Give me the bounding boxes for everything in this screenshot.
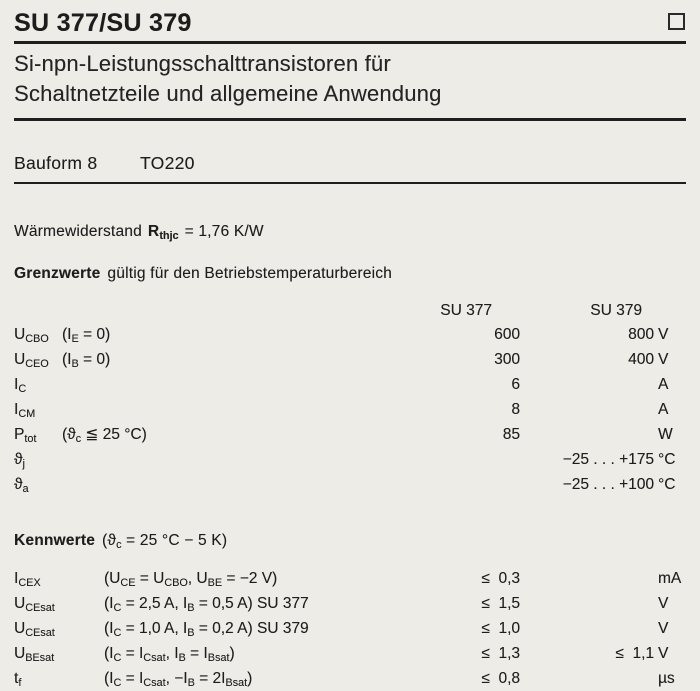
value-su377: ≤ 1,0 — [481, 620, 520, 637]
unit: mA — [658, 570, 682, 587]
thermal-symbol: $R_{thjc}$ — [147, 223, 179, 243]
bauform-label: Bauform 8 — [14, 153, 98, 173]
empty-square-icon — [668, 13, 685, 30]
param-symbol: $t_f$ — [14, 670, 22, 690]
characteristics-section-heading — [14, 531, 686, 551]
characteristics-heading-bold: Kennwerte — [14, 531, 96, 549]
param-condition: ($I_C = 1,0$ A, $I_B = 0,2$ A) SU 379 — [104, 620, 309, 640]
value-su377: ≤ 0,8 — [481, 670, 520, 687]
param-condition — [62, 397, 360, 422]
limits-table — [14, 322, 686, 497]
value-su379 — [520, 616, 654, 641]
characteristics-row — [14, 616, 686, 641]
limits-row — [14, 322, 686, 347]
param-condition — [62, 372, 360, 397]
limits-row — [14, 397, 686, 422]
spacer — [654, 300, 686, 322]
unit: V — [658, 350, 669, 368]
unit: V — [658, 325, 669, 343]
value-su377 — [360, 472, 520, 497]
spacer — [14, 300, 62, 322]
characteristics-row — [14, 591, 686, 616]
value-su377: 8 — [511, 400, 520, 418]
characteristics-row — [14, 666, 686, 691]
value-su379 — [520, 422, 654, 447]
limits-row — [14, 422, 686, 447]
subtitle-line-2: Schaltnetzteile und allgemeine Anwendung — [14, 81, 442, 106]
unit: V — [658, 620, 669, 637]
value-su377: ≤ 1,3 — [481, 645, 520, 662]
limits-heading-bold: Grenzwerte — [14, 265, 101, 282]
param-condition: $(I_B = 0)$ — [62, 350, 111, 370]
column-header-su379: SU 379 — [590, 301, 642, 319]
value-su379 — [520, 397, 654, 422]
param-condition: ($I_C = 2,5$ A, $I_B = 0,5$ A) SU 377 — [104, 595, 309, 615]
param-condition — [62, 472, 360, 497]
unit: A — [658, 400, 669, 418]
param-symbol: $I_C$ — [14, 375, 27, 395]
param-symbol: $P_{tot}$ — [14, 425, 37, 445]
value-su377: ≤ 1,5 — [481, 595, 520, 612]
param-condition: ($I_C = I_{Csat}$, $-I_B = 2I_{Bsat}$) — [104, 670, 253, 690]
param-condition: ($U_{CE} = U_{CBO}$, $U_{BE} = -2$ V) — [104, 570, 278, 590]
unit: A — [658, 375, 669, 393]
param-condition — [62, 447, 360, 472]
param-symbol: $U_{CEsat}$ — [14, 595, 55, 615]
characteristics-row — [14, 566, 686, 591]
value-su377: 6 — [511, 375, 520, 393]
column-header-su377: SU 377 — [440, 301, 492, 319]
value-su377 — [360, 447, 520, 472]
divider-under-subtitle — [14, 118, 686, 121]
param-symbol: $U_{CEO}$ — [14, 350, 49, 370]
param-symbol: $ϑ_a$ — [14, 475, 29, 495]
page-title: SU 377/SU 379 — [14, 9, 192, 37]
unit: W — [658, 425, 673, 443]
param-symbol: $ϑ_j$ — [14, 450, 25, 470]
title-row — [14, 8, 686, 38]
package-type: TO220 — [140, 153, 195, 173]
limits-heading-rest: gültig für den Betriebstemperaturbereich — [107, 265, 392, 282]
limits-row — [14, 447, 686, 472]
param-symbol: $I_{CEX}$ — [14, 570, 41, 590]
page-subtitle — [14, 49, 686, 109]
value-su379: 400 — [628, 350, 654, 368]
characteristics-row — [14, 641, 686, 666]
param-condition: ($ϑ_c$ ≦ 25 °C) — [62, 425, 147, 445]
param-condition: ($I_C = I_{Csat}$, $I_B = I_{Bsat}$) — [104, 645, 235, 665]
value-su377: 300 — [494, 350, 520, 368]
value-su379: −25 . . . +175 — [562, 450, 654, 468]
param-symbol: $U_{BEsat}$ — [14, 645, 55, 665]
value-su379 — [520, 372, 654, 397]
package-row — [14, 153, 686, 174]
value-su379: 800 — [628, 325, 654, 343]
param-condition: $(I_E = 0)$ — [62, 325, 111, 345]
value-su379: −25 . . . +100 — [562, 475, 654, 493]
characteristics-table — [14, 566, 686, 691]
divider-under-package — [14, 182, 686, 184]
unit: °C — [658, 450, 676, 468]
limits-section-heading — [14, 264, 686, 284]
limits-row — [14, 372, 686, 397]
value-su379 — [520, 591, 654, 616]
limits-column-headers — [14, 300, 686, 322]
value-su379: ≤ 1,1 — [615, 645, 654, 662]
spacer — [62, 300, 360, 322]
thermal-label: Wärmewiderstand — [14, 223, 142, 240]
limits-row — [14, 347, 686, 372]
thermal-value: = 1,76 K/W — [184, 223, 264, 240]
thermal-resistance-line — [14, 222, 686, 242]
characteristics-heading-rest: ($ϑ_c = 25$ °C − 5 K) — [102, 531, 228, 551]
value-su379 — [520, 566, 654, 591]
unit: °C — [658, 475, 676, 493]
value-su377: 600 — [494, 325, 520, 343]
param-symbol: $U_{CEsat}$ — [14, 620, 55, 640]
value-su377: ≤ 0,3 — [481, 570, 520, 587]
unit: V — [658, 645, 669, 662]
value-su377: 85 — [502, 425, 520, 443]
value-su379 — [520, 666, 654, 691]
unit: V — [658, 595, 669, 612]
limits-row — [14, 472, 686, 497]
param-symbol: $I_{CM}$ — [14, 400, 36, 420]
unit: µs — [658, 670, 675, 687]
param-symbol: $U_{CBO}$ — [14, 325, 49, 345]
divider-under-title — [14, 41, 686, 44]
subtitle-line-1: Si-npn-Leistungsschalttransistoren für — [14, 51, 391, 76]
